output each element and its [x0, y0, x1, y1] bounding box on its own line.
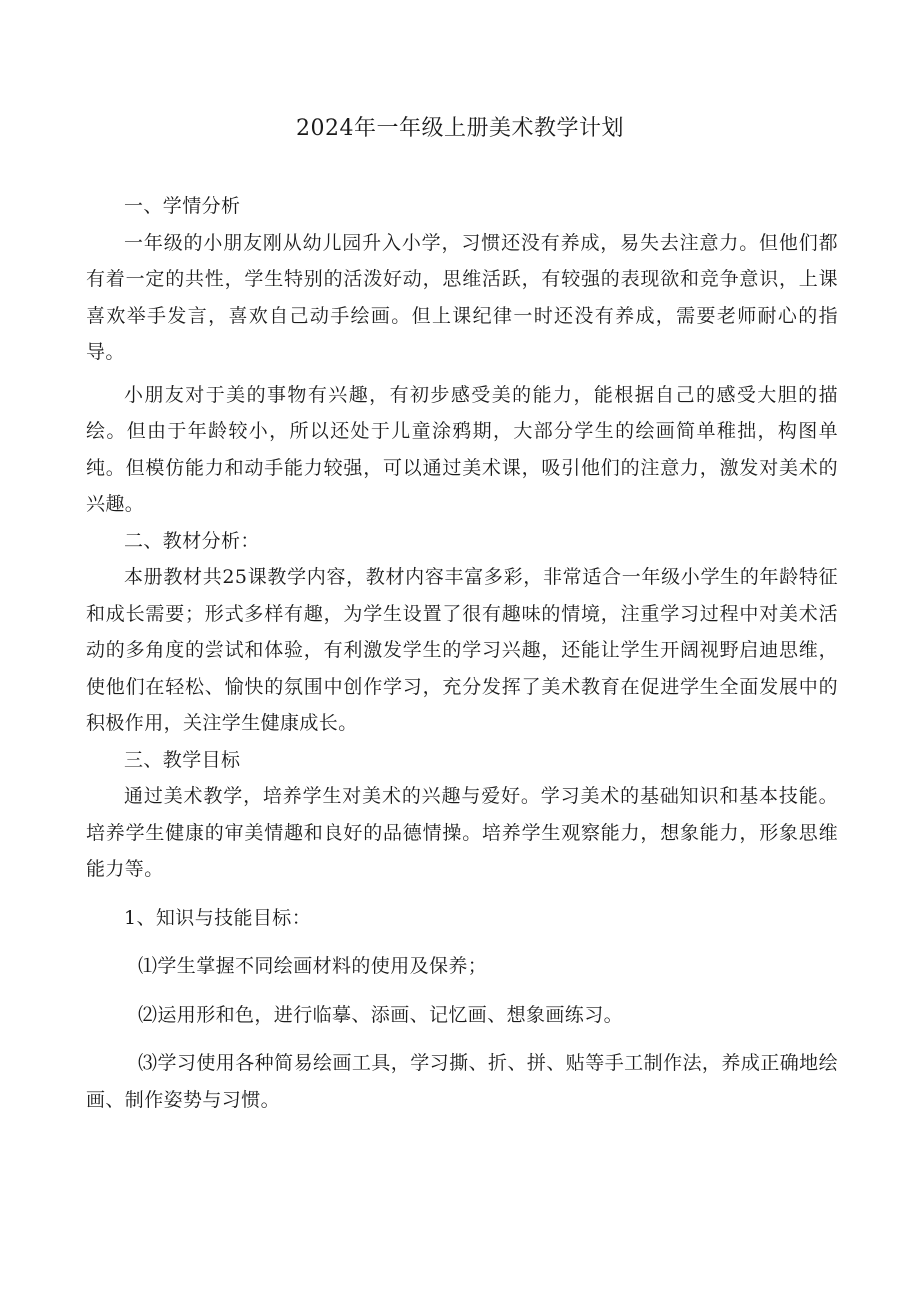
goal-item-1: ⑴学生掌握不同绘画材料的使用及保养； [138, 955, 488, 977]
section-heading-learning-analysis: 一、学情分析 [124, 195, 241, 217]
paragraph-textbook-analysis: 本册教材共25课教学内容，教材内容丰富多彩，非常适合一年级小学生的年龄特征和成长需要；形式多样有趣，为学生设置了很有趣味的情境，注重学习过程中对美术活动的多角度的尝试和体验，有利激发学生的学习兴趣，还能让学生开阔视野启迪思维，使他们在轻松、愉快的氛围中创作学习，充分发挥了美术教育在促进学生全面发展中的积极作用，关注学生健康成长。 [86, 566, 838, 734]
document-body [86, 188, 838, 1118]
document-title: 2024年一年级上册美术教学计划 [296, 116, 624, 141]
goal-item-3: ⑶学习使用各种简易绘画工具，学习撕、折、拼、贴等手工制作法，养成正确地绘画、制作姿势与习惯。 [86, 1052, 838, 1111]
goal-item-2: ⑵运用形和色，进行临摹、添画、记忆画、想象画练习。 [138, 1003, 624, 1026]
paragraph-learning-analysis-2: 小朋友对于美的事物有兴趣，有初步感受美的能力，能根据自己的感受大胆的描绘。但由于年龄较小，所以还处于儿童涂鸦期，大部分学生的绘画简单稚拙，构图单纯。但模仿能力和动手能力较强，可以通过美术课，吸引他们的注意力，激发对美术的兴趣。 [86, 383, 838, 515]
section-heading-textbook-analysis: 二、教材分析： [124, 529, 260, 552]
paragraph-learning-analysis-1: 一年级的小朋友刚从幼儿园升入小学，习惯还没有养成，易失去注意力。但他们都有着一定的共性，学生特别的活泼好动，思维活跃，有较强的表现欲和竞争意识，上课喜欢举手发言，喜欢自己动手绘画。但上课纪律一时还没有养成，需要老师耐心的指导。 [86, 231, 838, 363]
section-heading-teaching-goals: 三、教学目标 [124, 748, 241, 771]
subsection-heading-knowledge-skills: 1、知识与技能目标： [124, 906, 312, 929]
paragraph-teaching-goals: 通过美术教学，培养学生对美术的兴趣与爱好。学习美术的基础知识和基本技能。培养学生健康的审美情趣和良好的品德情操。培养学生观察能力，想象能力，形象思维能力等。 [86, 785, 838, 880]
